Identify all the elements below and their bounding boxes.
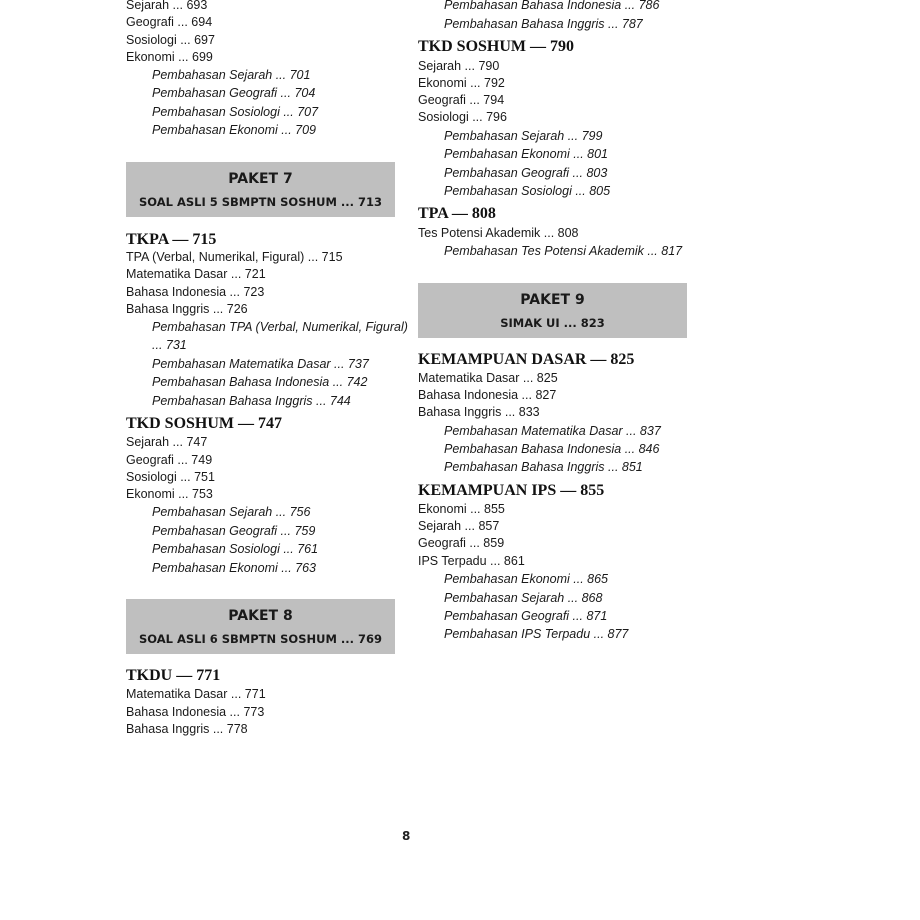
toc-entry: Sosiologi ... 751 <box>126 470 215 484</box>
toc-subentry: Pembahasan Tes Potensi Akademik ... 817 <box>444 244 683 258</box>
toc-entry: Bahasa Indonesia ... 773 <box>126 705 265 719</box>
toc-subentry: Pembahasan Ekonomi ... 709 <box>152 123 316 137</box>
toc-entry: Geografi ... 749 <box>126 453 213 467</box>
toc-subentry: Pembahasan Ekonomi ... 763 <box>152 561 316 575</box>
toc-subentry: Pembahasan Bahasa Inggris ... 744 <box>152 394 351 408</box>
toc-entry: Matematika Dasar ... 825 <box>418 371 558 385</box>
toc-entry: Matematika Dasar ... 771 <box>126 687 266 701</box>
toc-subentry: Pembahasan Sosiologi ... 761 <box>152 542 319 556</box>
toc-entry: Ekonomi ... 699 <box>126 50 213 64</box>
toc-entry: Bahasa Inggris ... 726 <box>126 302 248 316</box>
toc-entry: IPS Terpadu ... 861 <box>418 554 525 568</box>
section-banner <box>126 162 395 217</box>
toc-entry: Geografi ... 794 <box>418 93 505 107</box>
banner-title: PAKET 7 <box>228 171 293 187</box>
toc-entry: Matematika Dasar ... 721 <box>126 267 266 281</box>
banner-title: PAKET 8 <box>228 608 293 624</box>
toc-subentry: Pembahasan Ekonomi ... 801 <box>444 147 608 161</box>
section-banner <box>126 599 395 654</box>
toc-entry: Ekonomi ... 792 <box>418 76 505 90</box>
toc-entry: Tes Potensi Akademik ... 808 <box>418 226 579 240</box>
toc-entry: Sejarah ... 747 <box>126 435 208 449</box>
toc-entry: Geografi ... 859 <box>418 536 505 550</box>
toc-subentry: Pembahasan Sejarah ... 868 <box>444 591 603 605</box>
section-heading: TKD SOSHUM — 790 <box>418 38 575 55</box>
toc-subentry: Pembahasan Sejarah ... 799 <box>444 129 603 143</box>
banner-subtitle: SOAL ASLI 5 SBMPTN SOSHUM ... 713 <box>138 195 383 209</box>
toc-entry: Bahasa Indonesia ... 723 <box>126 285 265 299</box>
toc-entry: Sosiologi ... 697 <box>126 33 215 47</box>
toc-subentry: Pembahasan Geografi ... 871 <box>444 609 608 623</box>
toc-entry: Sejarah ... 790 <box>418 59 500 73</box>
toc-subentry: Pembahasan IPS Terpadu ... 877 <box>444 627 629 641</box>
section-banner <box>418 283 687 338</box>
toc-entry: Bahasa Inggris ... 778 <box>126 722 248 736</box>
toc-subentry: Pembahasan Matematika Dasar ... 737 <box>152 357 369 371</box>
banner-title: PAKET 9 <box>520 292 585 308</box>
toc-subentry: Pembahasan Sejarah ... 701 <box>152 68 311 82</box>
toc-subentry: ... 731 <box>152 338 187 352</box>
toc-subentry: Pembahasan Sosiologi ... 805 <box>444 184 611 198</box>
toc-subentry: Pembahasan Geografi ... 803 <box>444 166 608 180</box>
toc-subentry: Pembahasan Bahasa Indonesia ... 846 <box>444 442 660 456</box>
toc-subentry: Pembahasan Sosiologi ... 707 <box>152 105 319 119</box>
toc-subentry: Pembahasan TPA (Verbal, Numerikal, Figural) <box>152 320 408 334</box>
toc-subentry: Pembahasan Bahasa Indonesia ... 742 <box>152 375 368 389</box>
toc-entry: Ekonomi ... 753 <box>126 487 213 501</box>
toc-entry: Sosiologi ... 796 <box>418 110 507 124</box>
toc-entry: Bahasa Inggris ... 833 <box>418 405 540 419</box>
toc-subentry: Pembahasan Matematika Dasar ... 837 <box>444 424 661 438</box>
section-heading: TPA — 808 <box>418 205 496 222</box>
toc-entry: TPA (Verbal, Numerikal, Figural) ... 715 <box>126 250 343 264</box>
toc-subentry: Pembahasan Geografi ... 704 <box>152 86 316 100</box>
section-heading: TKD SOSHUM — 747 <box>126 415 283 432</box>
toc-entry: Geografi ... 694 <box>126 15 213 29</box>
toc-entry: Sejarah ... 857 <box>418 519 500 533</box>
page-number: 8 <box>402 829 411 843</box>
toc-subentry: Pembahasan Ekonomi ... 865 <box>444 572 608 586</box>
toc-entry: Ekonomi ... 855 <box>418 502 505 516</box>
toc-subentry: Pembahasan Sejarah ... 756 <box>152 505 311 519</box>
section-heading: KEMAMPUAN IPS — 855 <box>418 482 605 499</box>
banner-subtitle: SIMAK UI ... 823 <box>500 316 605 330</box>
section-heading: TKDU — 771 <box>126 667 221 684</box>
toc-subentry: Pembahasan Bahasa Indonesia ... 786 <box>444 0 660 12</box>
toc-subentry: Pembahasan Bahasa Inggris ... 851 <box>444 460 643 474</box>
section-heading: TKPA — 715 <box>126 231 217 248</box>
toc-entry: Bahasa Indonesia ... 827 <box>418 388 557 402</box>
toc-subentry: Pembahasan Geografi ... 759 <box>152 524 316 538</box>
toc-entry: Sejarah ... 693 <box>126 0 208 12</box>
banner-subtitle: SOAL ASLI 6 SBMPTN SOSHUM ... 769 <box>138 632 383 646</box>
section-heading: KEMAMPUAN DASAR — 825 <box>418 351 635 368</box>
toc-subentry: Pembahasan Bahasa Inggris ... 787 <box>444 17 643 31</box>
